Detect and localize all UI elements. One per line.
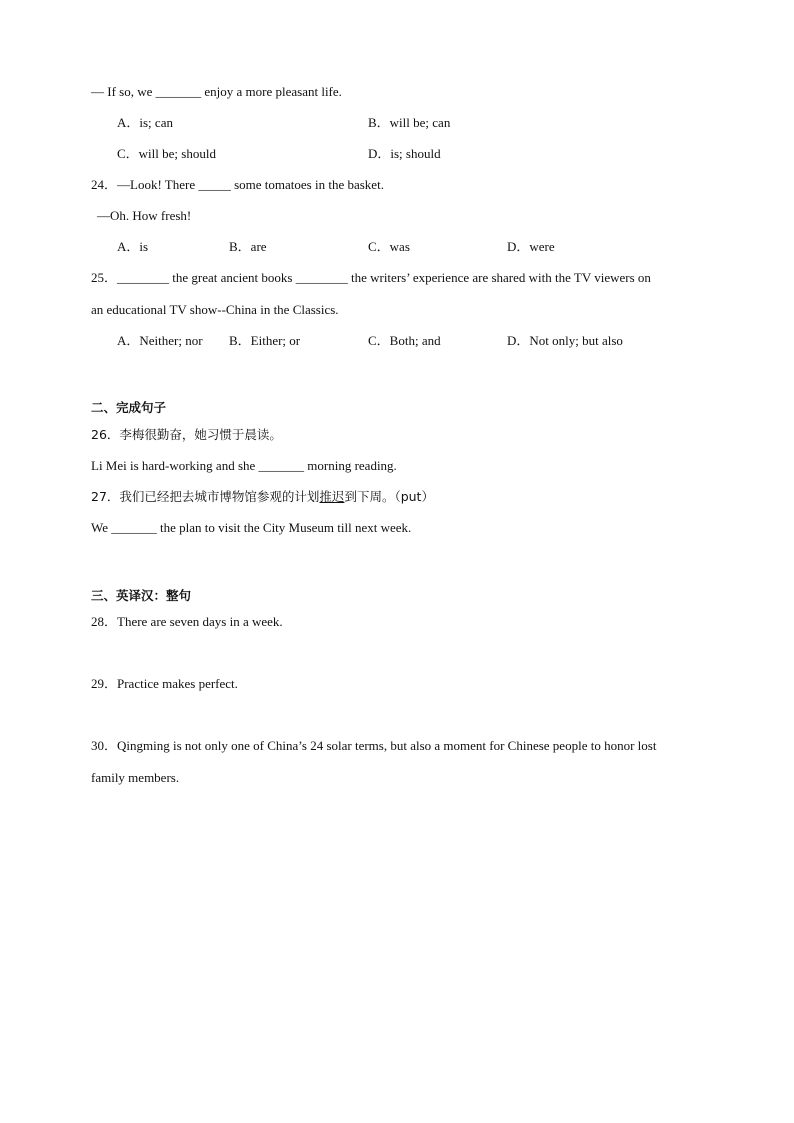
section2-heading: 二、完成句子 — [91, 400, 167, 415]
q24-option-d: D．were — [507, 239, 555, 254]
q24-option-a: A．is — [117, 239, 149, 254]
q30-text-line2: family members. — [91, 770, 180, 785]
q25-number: 25． — [91, 270, 118, 285]
q29-text: 29．Practice makes perfect. — [91, 676, 238, 691]
q27-answer-line: We _______ the plan to visit the City Museum till next week. — [91, 520, 412, 535]
q26-answer-line: Li Mei is hard-working and she _______ morning reading. — [91, 458, 397, 473]
q24-stem — [91, 177, 384, 193]
q23-option-d: D．is; should — [368, 146, 441, 161]
q23-option-c: C．will be; should — [117, 146, 216, 161]
q24-reply: —Oh. How fresh! — [97, 208, 192, 223]
q28-text: 28．There are seven days in a week. — [91, 614, 283, 629]
q23-stem-line: — If so, we _______ enjoy a more pleasant life. — [91, 84, 342, 99]
q25-option-c: C．Both; and — [368, 333, 441, 348]
q25-stem-text: ________ the great ancient books ________ the writers’ experience are shared with the TV viewers on — [117, 270, 651, 285]
q23-option-b: B．will be; can — [368, 115, 451, 130]
q30-text-line1: 30．Qingming is not only one of China’s 24 solar terms, but also a moment for Chinese people to honor lost — [91, 738, 657, 753]
q25-stem-line1 — [91, 270, 651, 286]
q27-prompt-part2: 到下周。（put） — [344, 489, 434, 504]
q27-prompt-underlined: 推迟 — [319, 489, 345, 504]
section3-heading: 三、英译汉：整句 — [91, 588, 192, 603]
q27-prompt — [91, 489, 434, 505]
q27-prompt-part1: 27．我们已经把去城市博物馆参观的计划 — [91, 489, 320, 504]
q24-number: 24． — [91, 177, 118, 192]
q23-option-a: A．is; can — [117, 115, 173, 130]
q25-stem-line2: an educational TV show--China in the Classics. — [91, 302, 339, 317]
q25-option-b: B．Either; or — [229, 333, 301, 348]
q25-option-a: A．Neither; nor — [117, 333, 203, 348]
q25-option-d: D．Not only; but also — [507, 333, 623, 348]
q24-option-b: B．are — [229, 239, 267, 254]
q24-option-c: C．was — [368, 239, 410, 254]
q24-stem-text: —Look! There _____ some tomatoes in the basket. — [117, 177, 384, 192]
q26-prompt: 26．李梅很勤奋，她习惯于晨读。 — [91, 427, 282, 442]
